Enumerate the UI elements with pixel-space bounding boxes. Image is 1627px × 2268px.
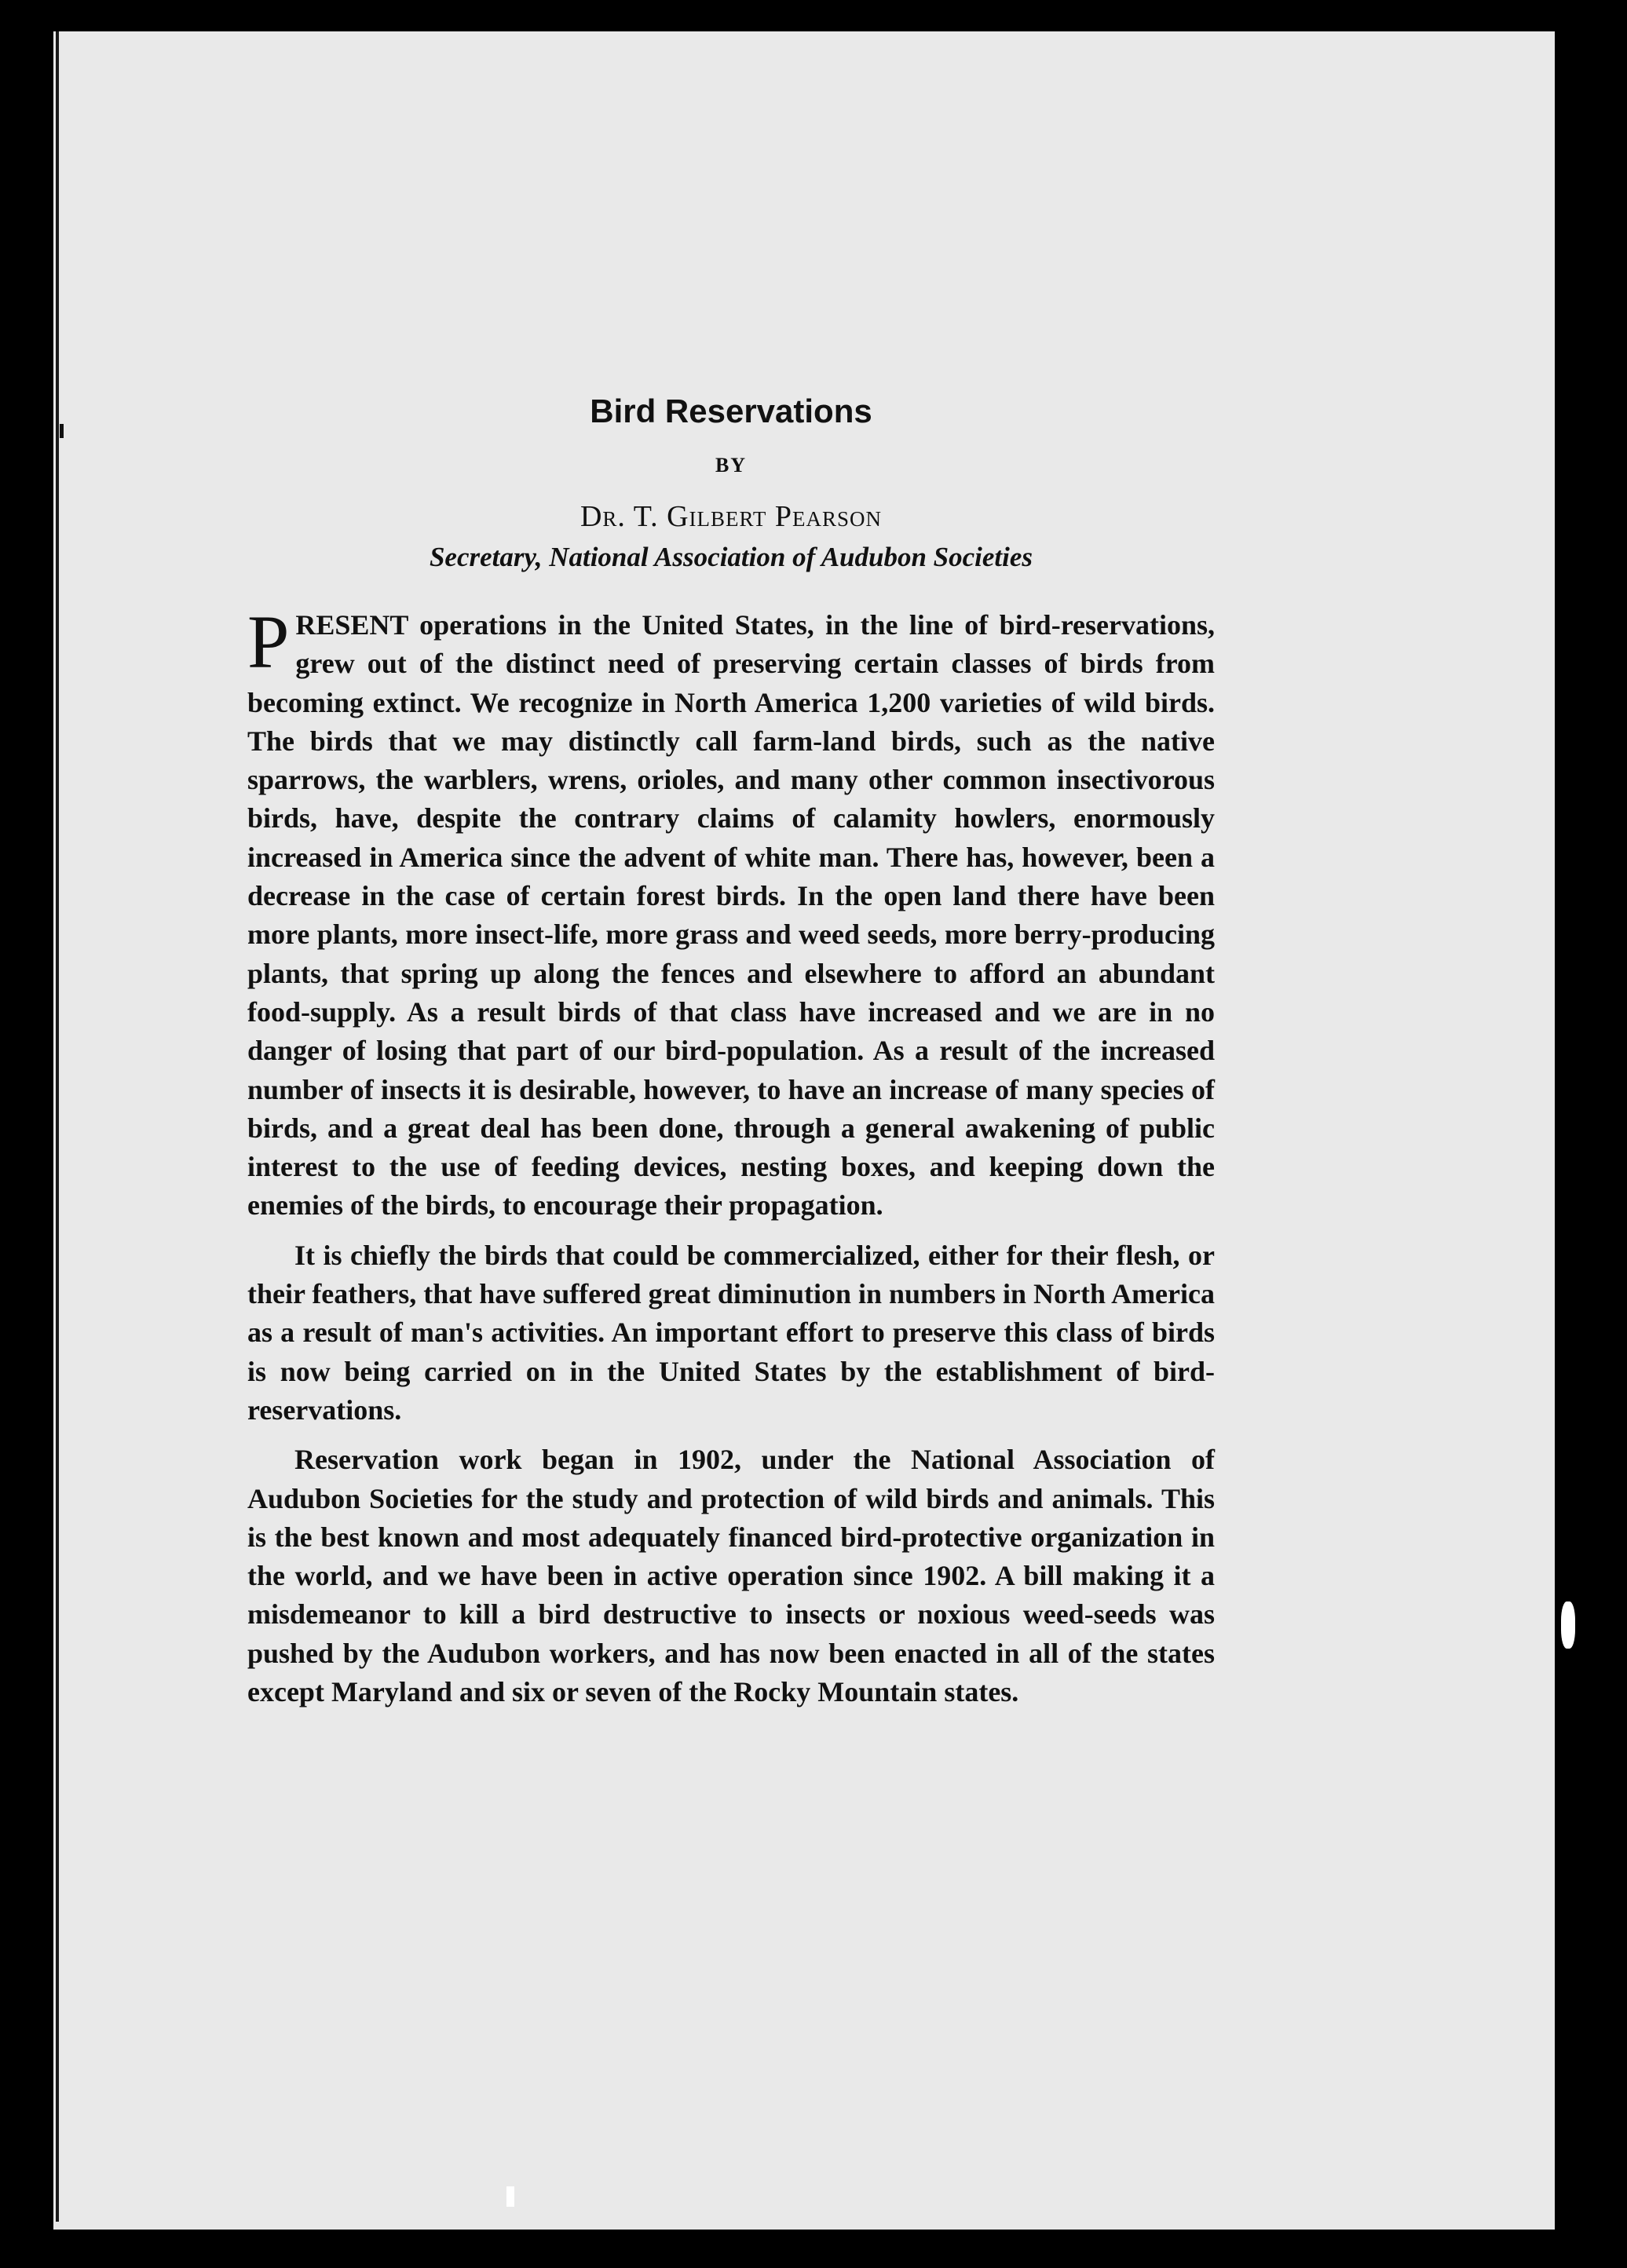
scan-artifact-mark [60,424,64,438]
page-left-edge-rule [56,31,59,2222]
article-title: Bird Reservations [590,393,872,429]
paragraph-3: Reservation work began in 1902, under the National Association of Audubon Societies for the study and protection of wild birds and animals. This is the best known and most adequately financed bird-protective organization in the world, and we have been in active operation since 1902. A bill making it a misdemeanor to kill a bird destructive to insects or noxious weed-seeds was pushed by the Audubon workers, and has now been enacted in all of the states except Maryland and six or seven of the Rocky Mountain states. [247,1444,1215,1708]
paragraph-1 [247,600,1215,1225]
author-name: Dr. T. Gilbert Pearson [580,500,883,533]
article [247,393,1215,1722]
drop-cap: P [247,600,290,684]
scan-artifact-mark [506,2186,514,2207]
author-affiliation: Secretary, National Association of Audubon Societies [429,542,1033,572]
scan-artifact-mark [1561,1601,1575,1649]
paragraph-1-text: RESENT operations in the United States, in the line of bird-reservations, grew out of the distinct need of preserving certain classes of birds from becoming extinct. We recognize in North America 1,200 varieties of wild birds. The birds that we may distinctly call farm-land birds, such as the native sparrows, the warblers, wrens, orioles, and many other common insectivorous birds, have, despite the contrary claims of calamity howlers, enormously increased in America since the advent of white man. There has, however, been a decrease in the case of certain forest birds. In the open land there have been more plants, more insect-life, more grass and weed seeds, more berry-producing plants, that spring up along the fences and elsewhere to afford an abundant food-supply. As a result birds of that class have increased and we are in no danger of losing that part of our bird-population. As a result of the increased number of insects it is desirable, however, to have an increase of many species of birds, and a great deal has been done, through a general awakening of public interest to the use of feeding devices, nesting boxes, and keeping down the enemies of the birds, to encourage their propagation. [247,609,1215,1222]
byline: BY [715,454,748,477]
paragraph-2: It is chiefly the birds that could be commercialized, either for their flesh, or their feathers, that have suffered great diminution in numbers in North America as a result of man's activities. An important effort to preserve this class of birds is now being carried on in the United States by the establishment of bird-reservations. [247,1239,1215,1426]
